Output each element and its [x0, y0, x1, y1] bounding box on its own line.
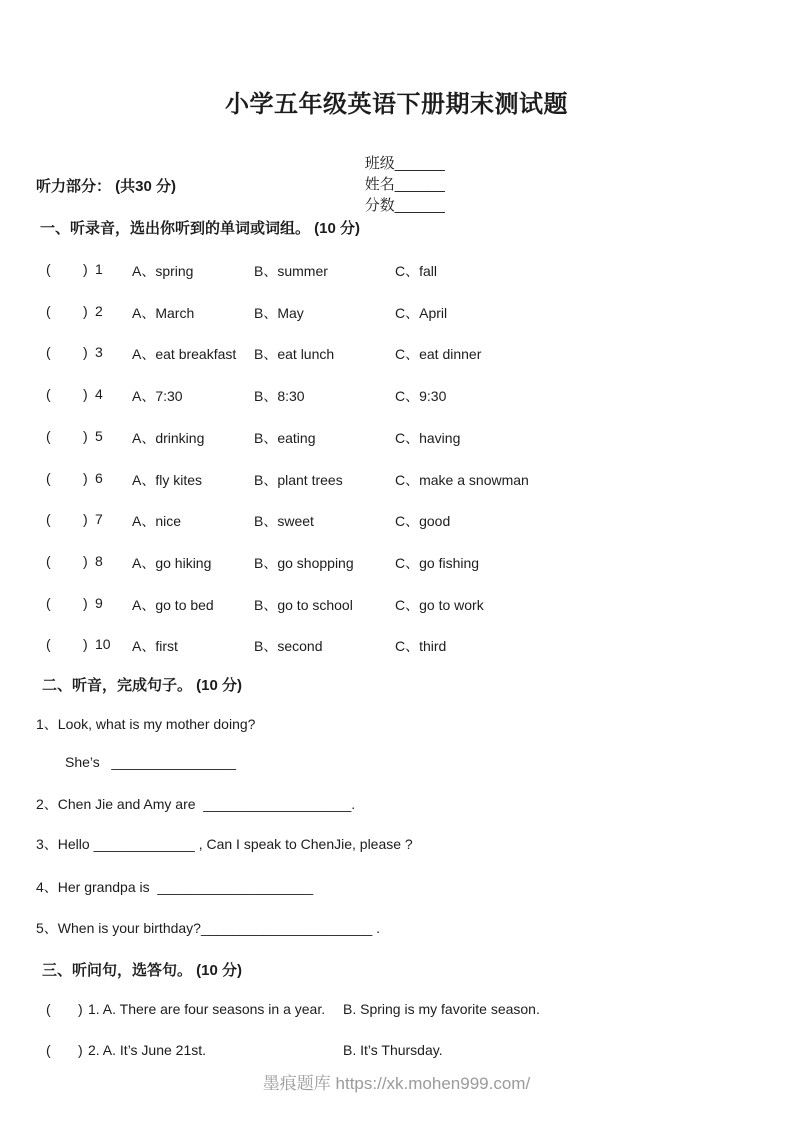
answer-paren-close: ): [83, 469, 88, 486]
question-row: [46, 428, 786, 446]
question-row: [46, 344, 786, 362]
question-number: 3: [95, 344, 103, 361]
page-footer: 墨痕题库 https://xk.mohen999.com/: [262, 1074, 531, 1093]
question-row: [46, 261, 786, 279]
option-c: C、make a snowman: [395, 471, 529, 488]
option-c: C、third: [395, 638, 447, 655]
answer-paren-open: (: [46, 552, 51, 569]
option-b: B、May: [254, 304, 304, 321]
option-a: A、nice: [132, 513, 182, 530]
option-b: B、sweet: [254, 513, 314, 530]
answer-paren-open: (: [46, 427, 51, 444]
qa-row: [46, 1001, 786, 1019]
section2-header: 二、听音，完成句子。 (10 分): [42, 677, 243, 694]
question-row: [46, 303, 786, 321]
option-c: C、April: [395, 304, 448, 321]
question-number: 8: [95, 552, 103, 569]
option-c: C、fall: [395, 263, 438, 279]
fill-item: 4、Her grandpa is ____________________: [36, 879, 314, 895]
answer-paren-close: ): [78, 1042, 83, 1058]
option-b: B、plant trees: [254, 471, 343, 488]
answer-paren-close: ): [83, 261, 88, 277]
answer-paren-open: (: [46, 344, 51, 361]
answer-option-a: 2. A. It’s June 21st.: [88, 1042, 207, 1058]
question-row: [46, 511, 786, 529]
answer-paren-close: ): [83, 636, 88, 653]
option-a: A、7:30: [132, 388, 183, 405]
option-c: C、having: [395, 429, 461, 446]
question-row: [46, 595, 786, 613]
page-title: 小学五年级英语下册期末测试题: [225, 91, 568, 118]
option-b: B、eating: [254, 429, 316, 446]
answer-paren-open: (: [46, 386, 51, 403]
option-a: A、fly kites: [132, 471, 203, 488]
fill-item: 5、When is your birthday?______________________ .: [36, 920, 381, 936]
option-b: B、second: [254, 638, 323, 655]
option-b: B、eat lunch: [254, 346, 335, 363]
section1-header: 一、听录音，选出你听到的单词或词组。 (10 分): [40, 220, 361, 237]
option-c: C、good: [395, 513, 451, 530]
score-blank: 分数______: [364, 197, 445, 214]
answer-paren-open: (: [46, 261, 51, 277]
question-row: [46, 636, 786, 654]
option-a: A、go hiking: [132, 554, 212, 571]
fill-item: 1、Look, what is my mother doing?: [36, 716, 256, 732]
option-a: A、first: [132, 638, 178, 655]
option-b: B、go to school: [254, 596, 353, 613]
answer-paren-close: ): [83, 511, 88, 528]
answer-option-a: 1. A. There are four seasons in a year.: [88, 1001, 326, 1017]
qa-row: [46, 1042, 786, 1060]
class-blank: 班级______: [364, 155, 445, 172]
option-c: C、go fishing: [395, 554, 480, 571]
answer-paren-open: (: [46, 302, 51, 319]
fill-item: 2、Chen Jie and Amy are ___________________.: [36, 796, 356, 812]
answer-paren-open: (: [46, 636, 51, 653]
question-number: 5: [95, 427, 103, 444]
option-c: C、9:30: [395, 388, 447, 405]
question-row: [46, 386, 786, 404]
option-b: B、summer: [254, 263, 328, 279]
question-number: 7: [95, 511, 103, 528]
listening-part-header: 听力部分： (共30 分): [36, 178, 177, 195]
option-a: A、March: [132, 304, 195, 321]
question-row: [46, 470, 786, 488]
answer-paren-close: ): [83, 427, 88, 444]
option-c: C、go to work: [395, 596, 484, 613]
answer-paren-open: (: [46, 1042, 51, 1058]
answer-paren-close: ): [83, 386, 88, 403]
option-b: B、go shopping: [254, 554, 354, 571]
option-a: A、eat breakfast: [132, 346, 237, 363]
question-number: 2: [95, 302, 103, 319]
answer-paren-open: (: [46, 469, 51, 486]
answer-paren-open: (: [46, 511, 51, 528]
answer-paren-close: ): [78, 1001, 83, 1017]
question-number: 4: [95, 386, 103, 403]
answer-paren-close: ): [83, 552, 88, 569]
option-c: C、eat dinner: [395, 346, 482, 363]
question-number: 6: [95, 469, 103, 486]
option-b: B、8:30: [254, 388, 305, 405]
answer-paren-close: ): [83, 302, 88, 319]
answer-paren-open: (: [46, 1001, 51, 1017]
answer-paren-open: (: [46, 594, 51, 611]
option-a: A、go to bed: [132, 596, 214, 613]
question-number: 9: [95, 594, 103, 611]
option-a: A、spring: [132, 263, 194, 279]
answer-option-b: B. Spring is my favorite season.: [343, 1001, 540, 1017]
question-row: [46, 553, 786, 571]
answer-line: She’s ________________: [65, 754, 237, 770]
option-a: A、drinking: [132, 429, 205, 446]
name-blank: 姓名______: [364, 176, 445, 193]
question-number: 10: [95, 636, 111, 653]
answer-option-b: B. It’s Thursday.: [343, 1042, 443, 1058]
fill-item: 3、Hello _____________ , Can I speak to ChenJie, please ?: [36, 836, 413, 852]
answer-paren-close: ): [83, 344, 88, 361]
section3-header: 三、听问句，选答句。 (10 分): [42, 962, 243, 979]
answer-paren-close: ): [83, 594, 88, 611]
question-number: 1: [95, 261, 103, 277]
